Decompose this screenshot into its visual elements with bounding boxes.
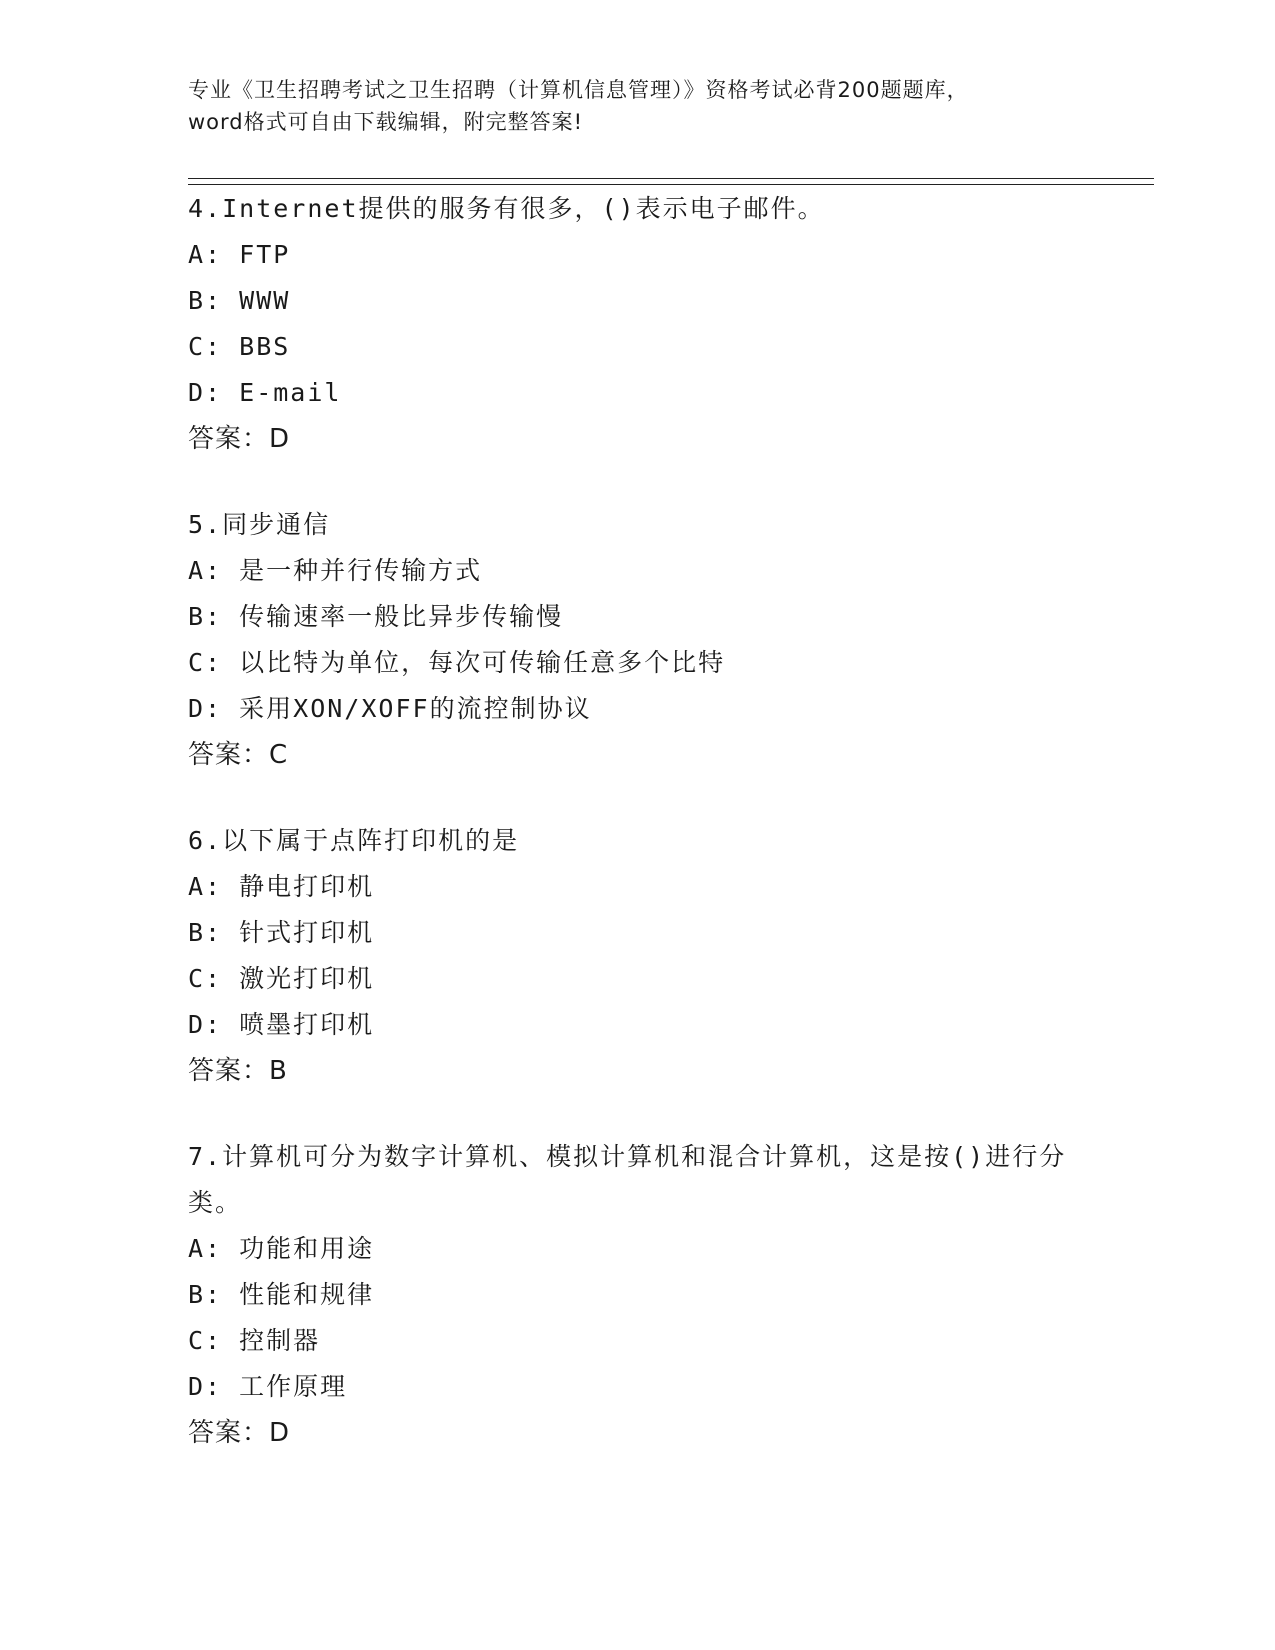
header-line-1: 专业《卫生招聘考试之卫生招聘（计算机信息管理）》资格考试必背200题题库， <box>188 78 969 102</box>
option-a: A: 是一种并行传输方式 <box>188 556 483 585</box>
question-5 <box>188 502 1088 778</box>
option-d: D: E-mail <box>188 378 342 407</box>
option-d: D: 喷墨打印机 <box>188 1010 375 1039</box>
option-b: B: 性能和规律 <box>188 1280 375 1309</box>
question-text: 4.Internet提供的服务有很多，()表示电子邮件。 <box>188 194 825 223</box>
option-d: D: 采用XON/XOFF的流控制协议 <box>188 694 592 723</box>
answer: 答案：D <box>188 424 291 454</box>
header-line-2: word格式可自由下载编辑，附完整答案! <box>188 110 584 134</box>
question-7 <box>188 1134 1088 1456</box>
question-4 <box>188 186 1088 462</box>
answer: 答案：D <box>188 1418 291 1448</box>
option-b: B: 传输速率一般比异步传输慢 <box>188 602 564 631</box>
option-c: C: BBS <box>188 332 291 361</box>
option-b: B: 针式打印机 <box>188 918 375 947</box>
question-text: 5.同步通信 <box>188 510 331 539</box>
question-text: 6.以下属于点阵打印机的是 <box>188 826 520 855</box>
option-a: A: 功能和用途 <box>188 1234 375 1263</box>
option-c: C: 控制器 <box>188 1326 321 1355</box>
option-d: D: 工作原理 <box>188 1372 348 1401</box>
header-divider-top <box>188 178 1154 179</box>
document-header <box>188 74 1088 138</box>
option-a: A: 静电打印机 <box>188 872 375 901</box>
answer: 答案：C <box>188 740 289 770</box>
option-a: A: FTP <box>188 240 291 269</box>
question-6 <box>188 818 1088 1094</box>
option-c: C: 以比特为单位，每次可传输任意多个比特 <box>188 648 726 677</box>
question-text: 7.计算机可分为数字计算机、模拟计算机和混合计算机，这是按()进行分类。 <box>188 1142 1067 1217</box>
header-divider-bottom <box>188 184 1154 185</box>
option-b: B: WWW <box>188 286 291 315</box>
answer: 答案：B <box>188 1056 288 1086</box>
option-c: C: 激光打印机 <box>188 964 375 993</box>
